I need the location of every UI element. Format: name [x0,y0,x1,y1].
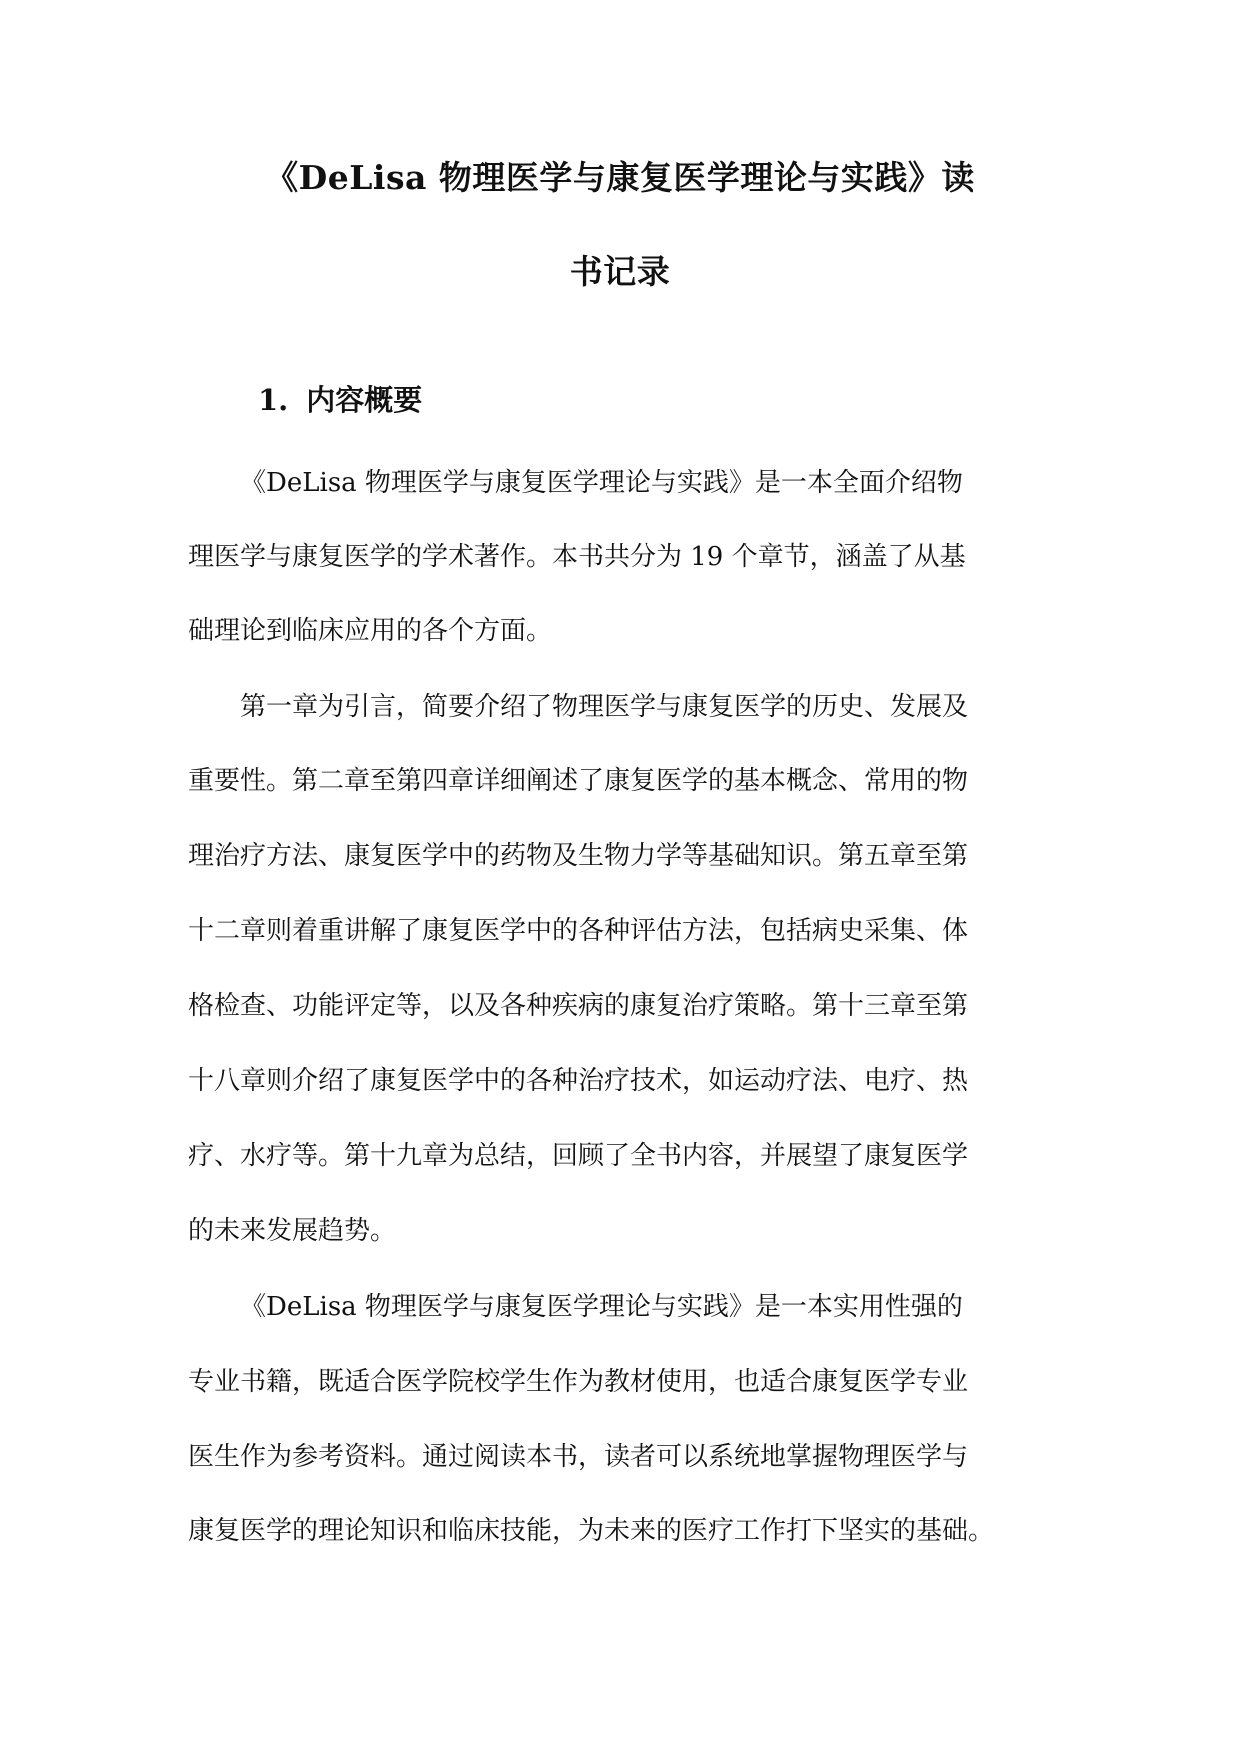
paragraph-line: 十二章则着重讲解了康复医学中的各种评估方法，包括病史采集、体 [188,916,969,946]
section-title: 内容概要 [306,383,423,417]
paragraph-line: 《DeLisa 物理医学与康复医学理论与实践》是一本实用性强的 [240,1292,963,1322]
document-title-line-1: 《DeLisa 物理医学与康复医学理论与实践》读 [265,158,975,197]
paragraph-line: 康复医学的理论知识和临床技能，为未来的医疗工作打下坚实的基础。 [188,1516,995,1546]
paragraph-line: 础理论到临床应用的各个方面。 [188,616,553,646]
paragraph-line: 重要性。第二章至第四章详细阐述了康复医学的基本概念、常用的物 [188,766,969,796]
section-heading [258,382,422,418]
paragraph-line: 理治疗方法、康复医学中的药物及生物力学等基础知识。第五章至第 [188,841,969,871]
paragraph-line: 疗、水疗等。第十九章为总结，回顾了全书内容，并展望了康复医学 [188,1141,969,1171]
paragraph-line: 十八章则介绍了康复医学中的各种治疗技术，如运动疗法、电疗、热 [188,1066,969,1096]
paragraph-line: 医生作为参考资料。通过阅读本书，读者可以系统地掌握物理医学与 [188,1442,969,1472]
paragraph-line: 《DeLisa 物理医学与康复医学理论与实践》是一本全面介绍物 [240,468,963,498]
paragraph-line: 专业书籍，既适合医学院校学生作为教材使用，也适合康复医学专业 [188,1367,969,1397]
section-number: 1. [258,383,289,417]
paragraph-line: 格检查、功能评定等，以及各种疾病的康复治疗策略。第十三章至第 [188,991,969,1021]
paragraph-line: 的未来发展趋势。 [188,1216,397,1246]
paragraph-line: 第一章为引言，简要介绍了物理医学与康复医学的历史、发展及 [240,692,969,722]
paragraph-line: 理医学与康复医学的学术著作。本书共分为 19 个章节，涵盖了从基 [188,542,966,572]
document-title-line-2: 书记录 [569,252,671,291]
